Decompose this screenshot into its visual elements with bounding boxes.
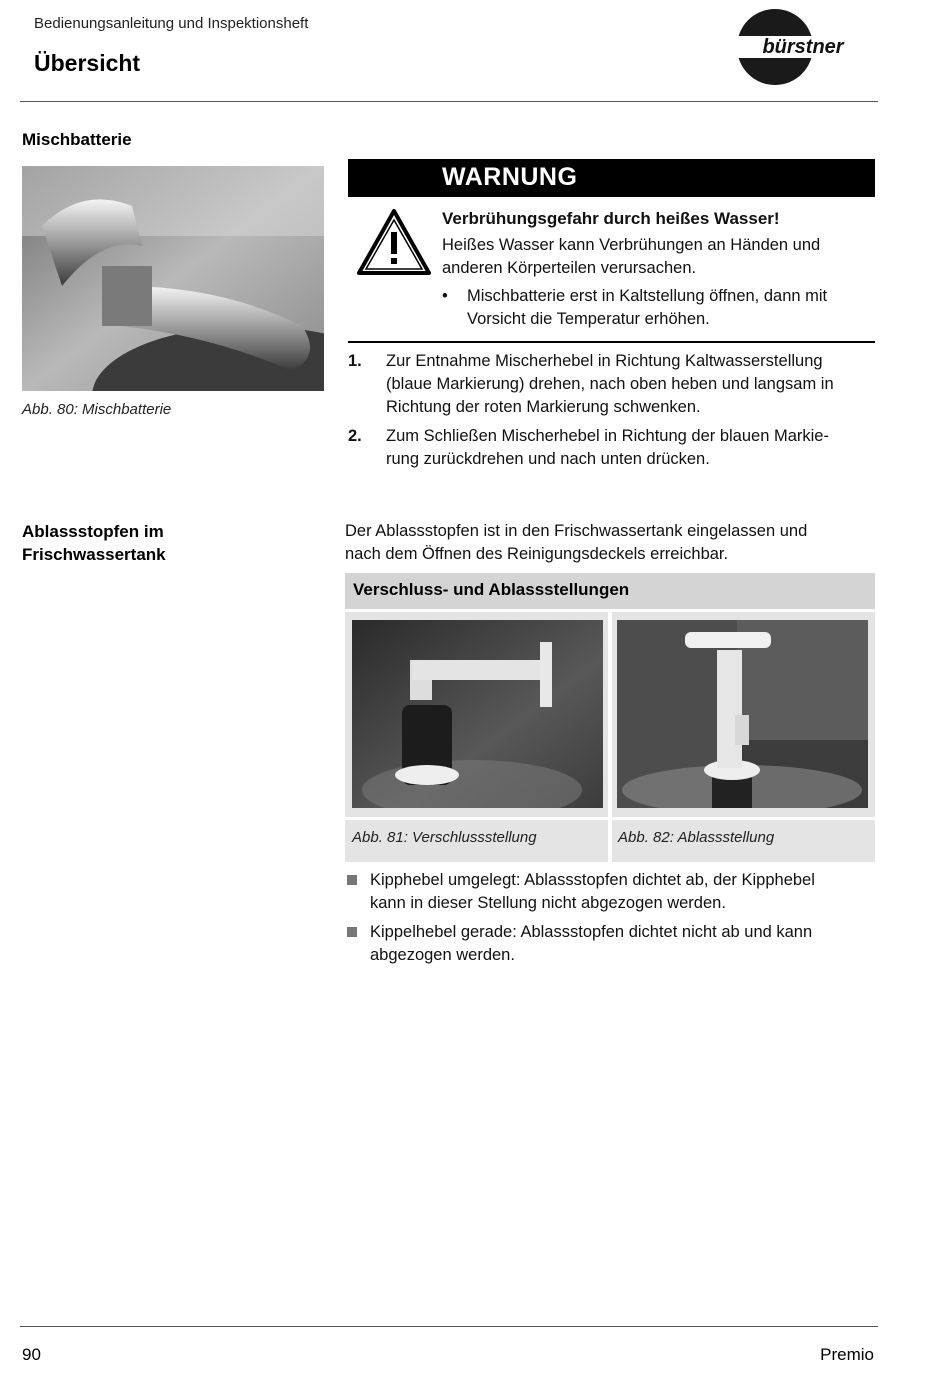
- faucet-photo: [22, 166, 324, 391]
- warning-triangle-icon: [356, 208, 432, 276]
- warning-banner: [348, 159, 875, 197]
- figure-caption-81: Abb. 81: Verschlussstellung: [352, 829, 537, 846]
- warning-bullet-line1: Mischbatterie erst in Kaltstellung öffnen, dann mit: [467, 287, 828, 305]
- drain-intro-line2: nach dem Öffnen des Reinigungsdeckels erreichbar.: [345, 545, 729, 563]
- step-number-1: 1.: [348, 352, 362, 370]
- warning-label: WARNUNG: [442, 163, 578, 191]
- section-heading-ablassstopfen-line2: Frischwassertank: [22, 545, 166, 564]
- document-subtitle: Bedienungsanleitung und Inspektionsheft: [34, 15, 309, 32]
- warning-headline: Verbrühungsgefahr durch heißes Wasser!: [442, 209, 780, 228]
- positions-table-title: Verschluss- und Ablassstellungen: [353, 580, 630, 599]
- drain-intro-line1: Der Ablassstopfen ist in den Frischwassertank eingelassen und: [345, 522, 808, 540]
- page-title: Übersicht: [34, 50, 141, 76]
- warning-text-line1: Heißes Wasser kann Verbrühungen an Händen und: [442, 236, 821, 254]
- warning-text-line2: anderen Körperteilen verursachen.: [442, 259, 697, 277]
- drain-item-2-line1: Kippelhebel gerade: Ablassstopfen dichtet nicht ab und kann: [370, 923, 813, 941]
- warning-bullet-dot: •: [442, 287, 448, 305]
- page-number: 90: [22, 1345, 41, 1364]
- warning-bottom-rule: [348, 341, 875, 343]
- warning-bullet-line2: Vorsicht die Temperatur erhöhen.: [467, 310, 710, 328]
- step-2-line2: rung zurückdrehen und nach unten drücken.: [386, 450, 710, 468]
- figure-caption-82: Abb. 82: Ablassstellung: [618, 829, 775, 846]
- drain-item-1-line1: Kipphebel umgelegt: Ablassstopfen dichtet ab, der Kipphebel: [370, 871, 815, 889]
- logo-text: bürstner: [762, 36, 844, 58]
- section-heading-mischbatterie: Mischbatterie: [22, 130, 132, 149]
- model-name: Premio: [820, 1345, 874, 1364]
- step-number-2: 2.: [348, 427, 362, 445]
- footer-divider: [20, 1326, 878, 1327]
- square-bullet-icon: [347, 875, 357, 885]
- section-heading-ablassstopfen-line1: Ablassstopfen im: [22, 522, 164, 541]
- square-bullet-icon: [347, 927, 357, 937]
- drain-item-1-line2: kann in dieser Stellung nicht abgezogen werden.: [370, 894, 726, 912]
- step-1-line3: Richtung der roten Markierung schwenken.: [386, 398, 701, 416]
- header-divider: [20, 101, 878, 102]
- step-1-line1: Zur Entnahme Mischerhebel in Richtung Kaltwasserstellung: [386, 352, 823, 370]
- drain-item-2-line2: abgezogen werden.: [370, 946, 515, 964]
- drain-position-photo: [617, 620, 868, 808]
- closed-position-photo: [352, 620, 603, 808]
- figure-caption-80: Abb. 80: Mischbatterie: [22, 401, 172, 418]
- step-1-line2: (blaue Markierung) drehen, nach oben heben und langsam in: [386, 375, 834, 393]
- brand-logo: [733, 8, 873, 86]
- step-2-line1: Zum Schließen Mischerhebel in Richtung der blauen Markie-: [386, 427, 829, 445]
